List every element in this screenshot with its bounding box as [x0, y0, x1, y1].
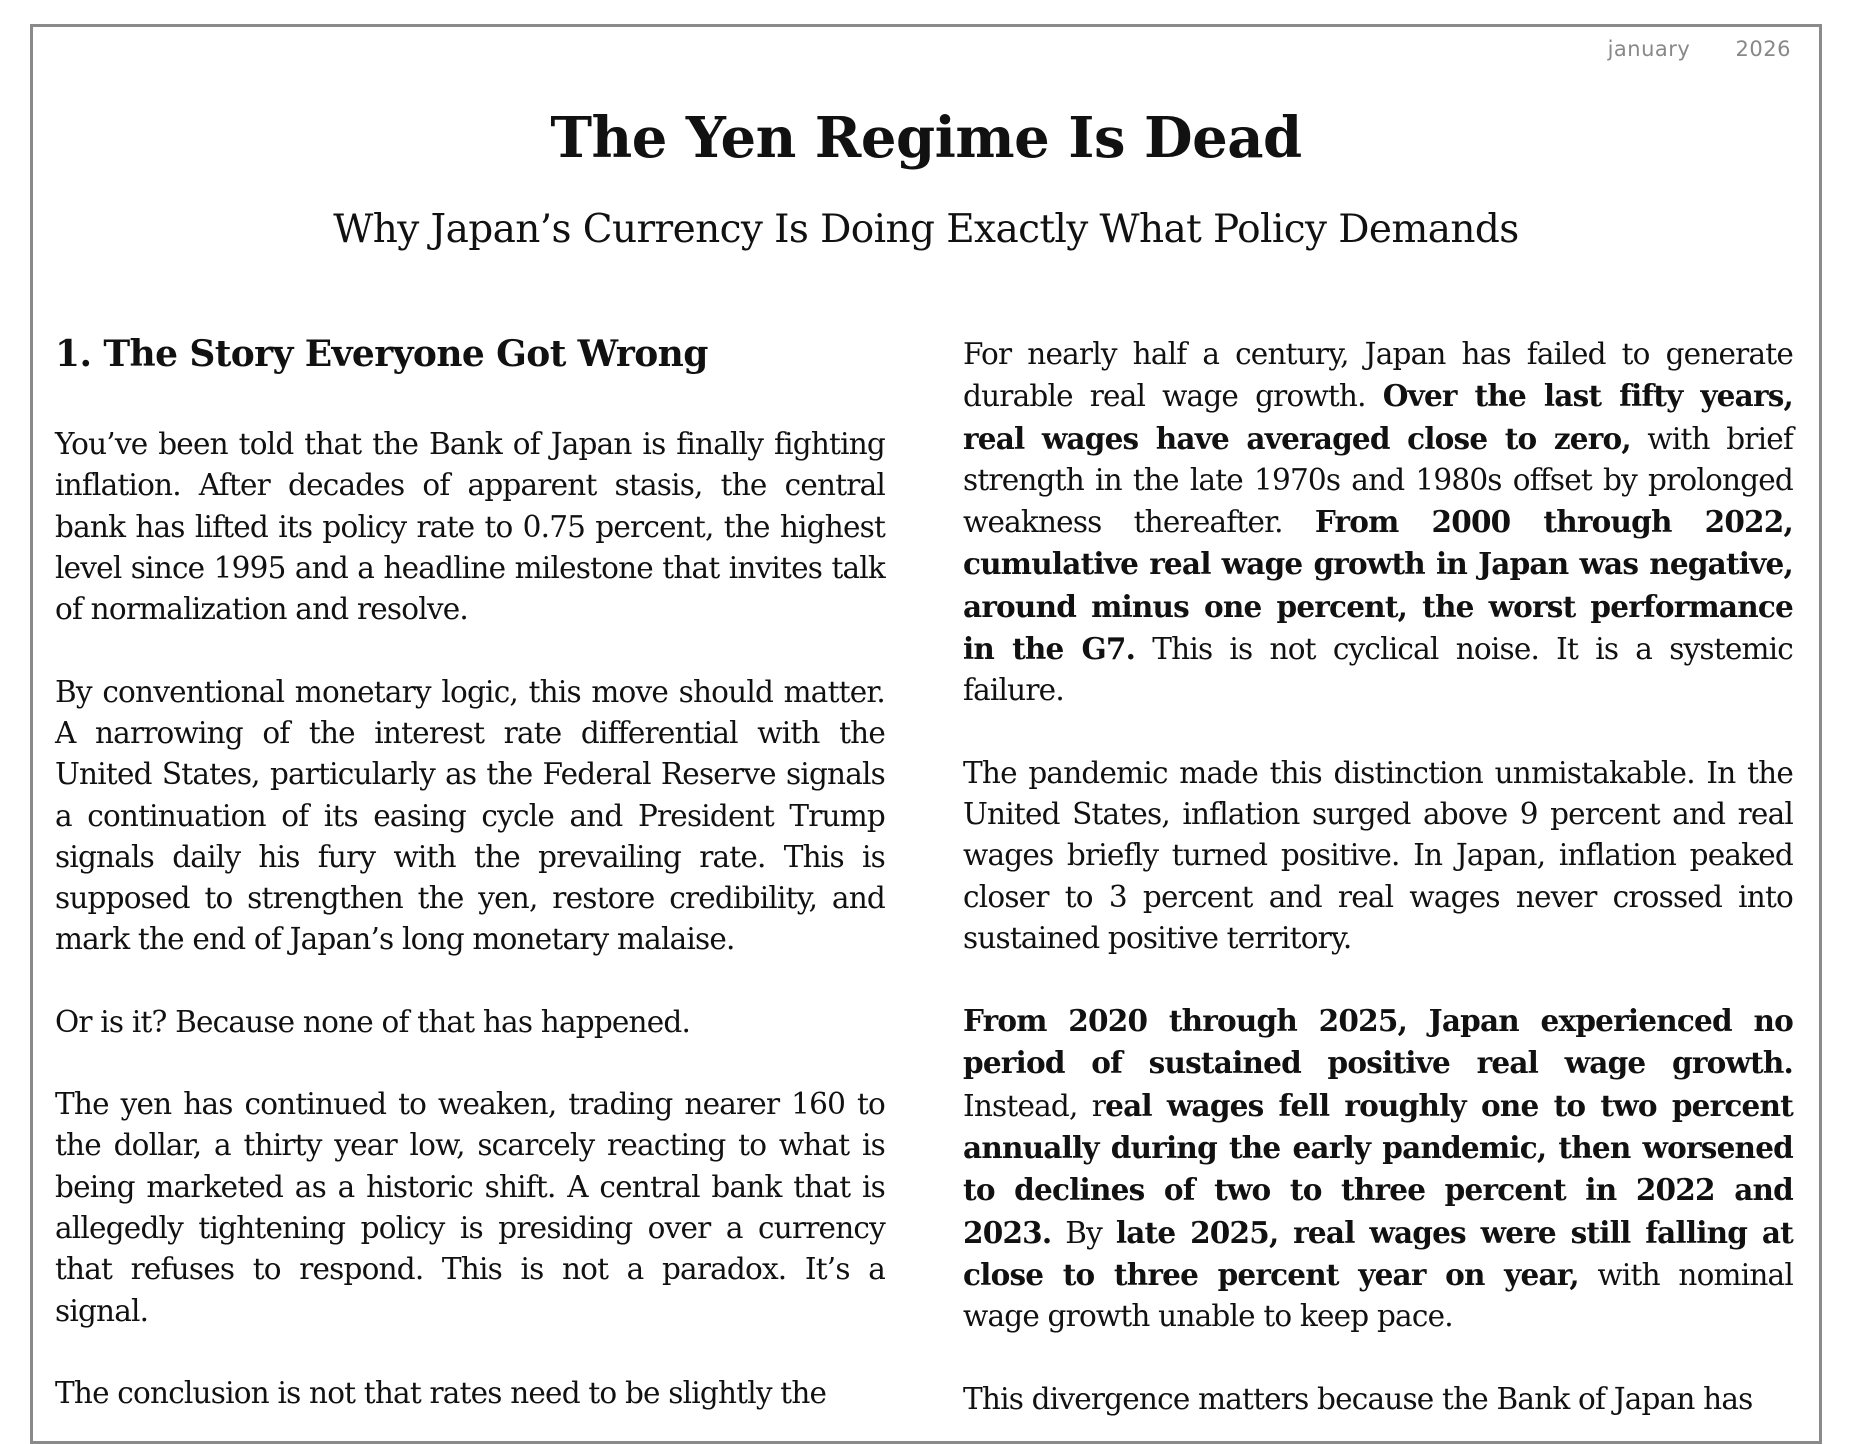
bold-text: Over the last fifty years, real wages have averaged close to zero, — [963, 378, 1793, 456]
paragraph: Or is it? Because none of that has happened. — [55, 1004, 691, 1039]
section-heading: 1. The Story Everyone Got Wrong — [55, 333, 708, 375]
dateline-month: january — [1607, 37, 1691, 61]
right-column — [963, 334, 1793, 1444]
text-run: For nearly half a century, Japan has failed to generate durable real wage growth. — [963, 337, 1793, 414]
paragraph-cut-off: This divergence matters because the Bank of Japan has — [963, 1381, 1753, 1416]
text-run: with nominal wage growth unable to keep pace. — [963, 1257, 1793, 1334]
left-column — [55, 333, 885, 1444]
text-run: This is not cyclical noise. It is a systemic failure. — [963, 632, 1794, 708]
paragraph — [963, 1000, 1793, 1337]
paragraph-cut-off: The conclusion is not that rates need to be slightly the — [55, 1375, 827, 1410]
paragraph: The yen has continued to weaken, trading nearer 160 to the dollar, a thirty year low, scarcely reacting to what is being marketed as a historic shift. A central bank that is allegedly tightening policy is presiding over a currency that refuses to respond. This is not a paradox. It’s a signal. — [55, 1087, 885, 1328]
article-title: The Yen Regime Is Dead — [550, 105, 1302, 171]
paragraph: The pandemic made this distinction unmistakable. In the United States, inflation surged above 9 percent and real wages briefly turned positive. In Japan, inflation peaked closer to 3 percent and real wages never crossed into sustained positive territory. — [963, 755, 1793, 955]
dateline-year: 2026 — [1735, 37, 1791, 61]
paragraph: By conventional monetary logic, this move should matter. A narrowing of the interest rate differential with the United States, particularly as the Federal Reserve signals a continuation of its easing cycle and President Trump signals daily his fury with the prevailing rate. This is supposed to strengthen the yen, restore credibility, and mark the end of Japan’s long monetary malaise. — [55, 674, 885, 957]
text-run: By — [1051, 1215, 1116, 1250]
text-run: with brief strength in the late 1970s and 1980s offset by prolonged weakness thereafter. — [963, 421, 1794, 540]
article-subtitle: Why Japan’s Currency Is Doing Exactly What Policy Demands — [333, 207, 1519, 252]
bold-text: From 2020 through 2025, Japan experienced no period of sustained positive real wage growth. — [963, 1003, 1793, 1081]
paragraph: You’ve been told that the Bank of Japan is finally fighting inflation. After decades of apparent stasis, the central bank has lifted its policy rate to 0.75 percent, the highest level since 1995 and a headline milestone that invites talk of normalization and resolve. — [55, 427, 885, 627]
dateline — [1608, 37, 1791, 61]
bold-text: From 2000 through 2022, cumulative real wage growth in Japan was negative, around minus one percent, the worst performance in the G7. — [963, 504, 1793, 667]
document-page — [30, 24, 1822, 1444]
text-run: Instead, r — [963, 1088, 1106, 1123]
bold-text: late 2025, real wages were still falling at close to three percent year on year, — [963, 1214, 1793, 1292]
paragraph — [963, 334, 1793, 712]
bold-text: eal wages fell roughly one to two percent annually during the early pandemic, then worsened to declines of two to three percent in 2022 and 2023. — [963, 1087, 1793, 1250]
